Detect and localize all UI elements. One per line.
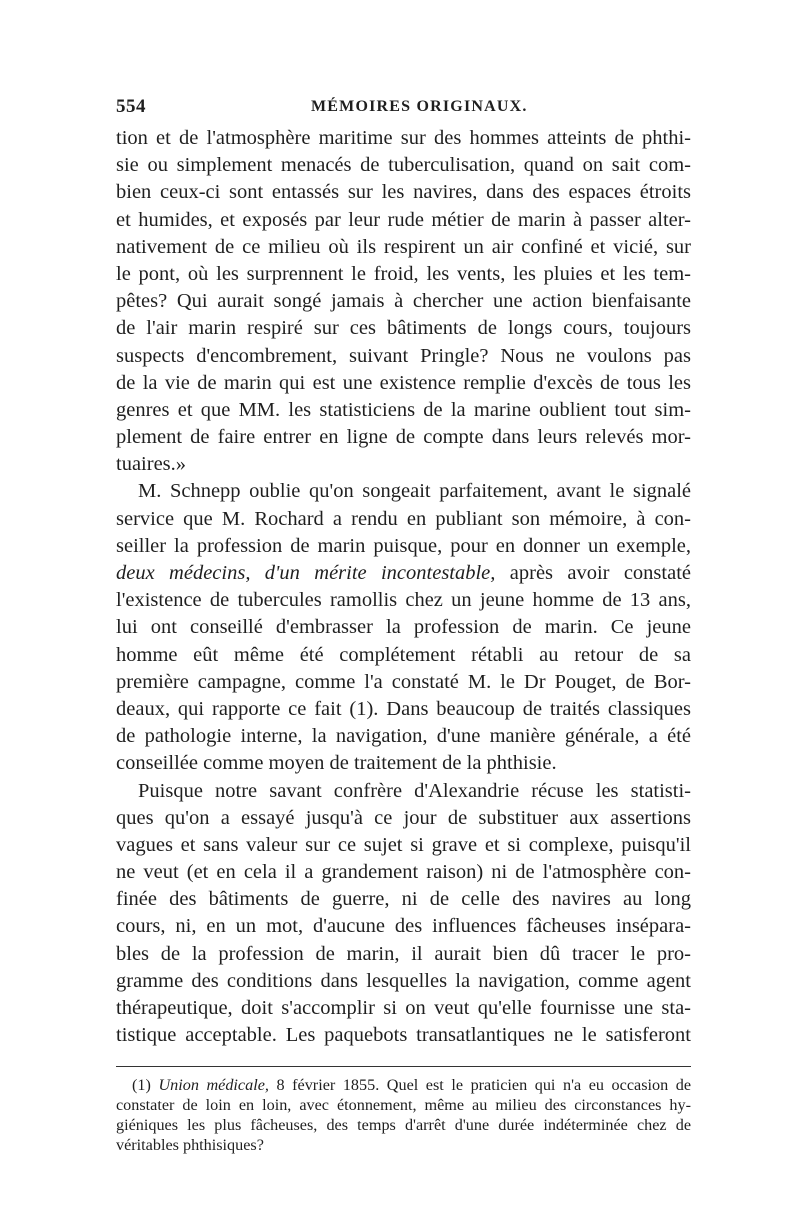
footnote-divider	[116, 1066, 691, 1067]
footnotes	[116, 1075, 691, 1155]
footnote-marker: (1)	[132, 1076, 151, 1094]
text-line: sie ou simplement menacés de tuberculisation, quand on sait com-	[116, 154, 691, 177]
text-line: nativement de ce milieu où ils respirent un air confiné et vicié, sur	[116, 235, 691, 258]
paragraph-first-line: Puisque notre savant confrère d'Alexandrie récuse les statisti-	[138, 779, 691, 802]
text-line: deaux, qui rapporte ce fait (1). Dans beaucoup de traités classiques	[116, 697, 691, 720]
text-line-with-italic	[116, 560, 691, 587]
text-line: tion et de l'atmosphère maritime sur des hommes atteints de phthi-	[116, 127, 691, 149]
text-line: et humides, et exposés par leur rude métier de marin à passer alter-	[116, 208, 691, 231]
footnote-first-line	[116, 1075, 691, 1095]
text-line: lui ont conseillé d'embrasser la profession de marin. Ce jeune	[116, 616, 691, 639]
text-line: cours, ni, en un mot, d'aucune des influences fâcheuses insépara-	[116, 915, 691, 938]
text-line: vagues et sans valeur sur ce sujet si grave et si complexe, puisqu'il	[116, 833, 691, 856]
text-line: première campagne, comme l'a constaté M. le Dr Pouget, de Bor-	[116, 670, 691, 693]
text-line: bien ceux-ci sont entassés sur les navires, dans des espaces étroits	[116, 181, 691, 204]
text-line: conseillée comme moyen de traitement de la phthisie.	[116, 752, 557, 775]
text-line: genres et que MM. les statisticiens de la marine oublient tout sim-	[116, 398, 691, 421]
page-number: 554	[116, 96, 146, 117]
text-line: finée des bâtiments de guerre, ni de celle des navires au long	[116, 888, 691, 911]
text-line: gramme des conditions dans lesquelles la navigation, comme agent	[116, 969, 691, 992]
text-line: service que M. Rochard a rendu en publiant son mémoire, à con-	[116, 507, 691, 530]
text-line: plement de faire entrer en ligne de compte dans leurs relevés mor-	[116, 426, 691, 449]
text-line: tistique acceptable. Les paquebots transatlantiques ne le satisferont	[116, 1024, 691, 1047]
text-line: le pont, où les surprennent le froid, les vents, les pluies et les tem-	[116, 262, 691, 285]
page-header	[116, 96, 691, 124]
text-line: de pathologie interne, la navigation, d'une manière générale, a été	[116, 725, 691, 748]
text-fragment: après avoir constaté	[509, 562, 691, 584]
italic-phrase: deux médecins, d'un mérite incontestable,	[116, 562, 496, 584]
footnote-line: constater de loin en loin, avec étonnement, même au milieu des circonstances hy-	[116, 1096, 691, 1114]
text-line: homme eût même été complétement rétabli au retour de sa	[116, 643, 691, 666]
text-line: tuaires.»	[116, 453, 187, 476]
footnote-line: véritables phthisiques?	[116, 1136, 264, 1154]
text-line: thérapeutique, doit s'accomplir si on veut qu'elle fournisse une sta-	[116, 997, 691, 1019]
text-line: de l'air marin respiré sur ces bâtiments de longs cours, toujours	[116, 317, 691, 340]
text-line: seiller la profession de marin puisque, pour en donner un exemple,	[116, 534, 691, 557]
text-line: l'existence de tubercules ramollis chez un jeune homme de 13 ans,	[116, 589, 691, 612]
text-line: bles de la profession de marin, il aurait bien dû tracer le pro-	[116, 942, 691, 965]
text-line: ques qu'on a essayé jusqu'à ce jour de substituer aux assertions	[116, 806, 691, 829]
footnote-line: giéniques les plus fâcheuses, des temps d'arrêt d'une durée indéterminée chez de	[116, 1116, 691, 1134]
text-line: ne veut (et en cela il a grandement raison) ni de l'atmosphère con-	[116, 861, 691, 884]
footnote-text: 8 février 1855. Quel est le praticien qui n'a eu occasion de	[276, 1076, 692, 1094]
footnote-source: Union médicale,	[158, 1076, 269, 1094]
text-line: suspects d'encombrement, suivant Pringle? Nous ne voulons pas	[116, 344, 691, 367]
text-line: pêtes? Qui aurait songé jamais à chercher une action bienfaisante	[116, 290, 691, 313]
text-line: de la vie de marin qui est une existence remplie d'excès de tous les	[116, 371, 691, 394]
body-text	[116, 125, 691, 1049]
paragraph-first-line: M. Schnepp oublie qu'on songeait parfaitement, avant le signalé	[138, 480, 691, 503]
running-title: MÉMOIRES ORIGINAUX.	[311, 98, 528, 115]
